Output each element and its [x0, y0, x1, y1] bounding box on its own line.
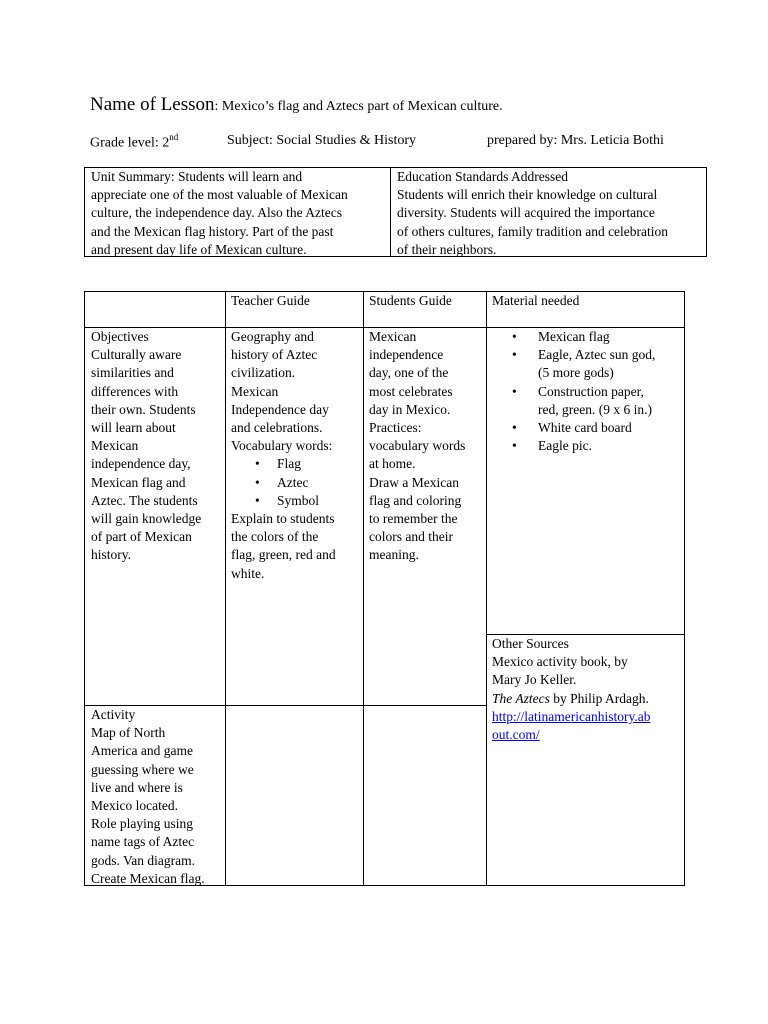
objectives-line: history. [91, 547, 131, 563]
students-guide-line: Mexican [369, 329, 417, 344]
book-author: by Philip Ardagh. [549, 690, 649, 706]
activity-line: Create Mexican flag. [91, 870, 205, 886]
students-guide-line: day in Mexico. [369, 401, 451, 417]
teacher-guide-line: the colors of the [231, 529, 319, 545]
unit-summary-line: and present day life of Mexican culture. [91, 241, 307, 257]
students-guide-line: Practices: [369, 420, 422, 436]
objectives-line: Aztec. The students [91, 492, 198, 508]
teacher-guide-line: history of Aztec [231, 347, 318, 363]
students-guide-line: most celebrates [369, 383, 453, 399]
book-title: The Aztecs [492, 690, 550, 706]
objectives-line: will learn about [91, 420, 176, 436]
other-sources-link[interactable]: http://latinamericanhistory.ab out.com/ [492, 708, 651, 743]
students-guide-line: to remember the [369, 511, 458, 527]
objectives-line: Mexican [91, 438, 139, 454]
standards-line: diversity. Students will acquired the importance [397, 205, 655, 221]
objectives-line: differences with [91, 383, 179, 399]
students-guide-line: day, one of the [369, 365, 449, 381]
vocabulary-item: • Flag [231, 455, 357, 473]
students-guide-line: at home. [369, 456, 416, 472]
other-sources-line: Mary Jo Keller. [492, 672, 577, 688]
material-item: • Eagle pic. [492, 437, 678, 455]
materials-list [492, 328, 678, 455]
students-guide-line: Draw a Mexican [369, 474, 459, 490]
standards-line: Students will enrich their knowledge on cultural [397, 187, 658, 203]
teacher-guide-line: Mexican [231, 383, 279, 399]
lesson-name: : Mexico’s flag and Aztecs part of Mexican culture. [214, 99, 503, 114]
teacher-guide-line: Explain to students [231, 511, 335, 527]
header-teacher-guide: Teacher Guide [231, 293, 310, 308]
objectives-line: similarities and [91, 365, 174, 381]
standards-line: of their neighbors. [397, 241, 497, 257]
subject: Subject: Social Studies & History [227, 133, 416, 148]
other-sources-book [492, 690, 678, 708]
materials-cell [486, 328, 684, 455]
objectives-line: of part of Mexican [91, 529, 192, 545]
activity-line: live and where is [91, 779, 183, 795]
other-sources-line: Mexico activity book, by [492, 654, 628, 670]
activity-line: Role playing using [91, 816, 193, 832]
unit-summary-line: and the Mexican flag history. Part of the past [91, 223, 334, 239]
students-guide-line: independence [369, 347, 444, 363]
students-guide-cell [363, 328, 486, 565]
objectives-line: Culturally aware [91, 347, 182, 363]
standards-line: Education Standards Addressed [397, 169, 568, 184]
material-item: • Mexican flag [492, 328, 678, 346]
teacher-guide-line: Geography and [231, 329, 314, 344]
activity-line: gods. Van diagram. [91, 852, 195, 868]
material-item: • Eagle, Aztec sun god, (5 more gods) [492, 346, 678, 382]
header-material-needed: Material needed [492, 293, 580, 308]
students-guide-line: meaning. [369, 547, 419, 563]
vocabulary-list [231, 455, 357, 510]
prepared-by: prepared by: Mrs. Leticia Bothi [487, 133, 664, 148]
objectives-line: Objectives [91, 329, 149, 344]
teacher-guide-line: and celebrations. [231, 420, 323, 436]
vocabulary-item: • Aztec [231, 474, 357, 492]
students-guide-line: vocabulary words [369, 438, 466, 454]
teacher-guide-line: Independence day [231, 401, 329, 417]
other-sources-title: Other Sources [492, 636, 569, 651]
unit-summary-cell [85, 168, 402, 256]
teacher-guide-line: civilization. [231, 365, 296, 381]
objectives-line: independence day, [91, 456, 191, 472]
activity-line: Mexico located. [91, 798, 178, 814]
activity-line: Map of North [91, 725, 166, 741]
activity-line: America and game [91, 743, 193, 759]
grade-level: Grade level: 2nd [90, 132, 179, 151]
standards-line: of others cultures, family tradition and celebration [397, 223, 669, 239]
activity-cell [85, 706, 225, 888]
grade-suffix: nd [169, 132, 179, 142]
material-item: • White card board [492, 419, 678, 437]
unit-summary-line: appreciate one of the most valuable of Mexican [91, 187, 348, 203]
students-guide-line: colors and their [369, 529, 453, 545]
teacher-guide-line: Vocabulary words: [231, 438, 333, 454]
activity-line: name tags of Aztec [91, 834, 195, 850]
other-sources-cell [486, 635, 684, 744]
header-students-guide: Students Guide [369, 293, 452, 308]
lesson-label: Name of Lesson [90, 94, 215, 115]
objectives-line: will gain knowledge [91, 511, 202, 527]
teacher-guide-line: white. [231, 565, 265, 581]
standards-cell [390, 168, 706, 256]
activity-line: guessing where we [91, 761, 194, 777]
vocabulary-item: • Symbol [231, 492, 357, 510]
objectives-line: their own. Students [91, 401, 196, 417]
material-item: • Construction paper, red, green. (9 x 6 in.) [492, 383, 678, 419]
summary-table [84, 167, 707, 257]
unit-summary-line: culture, the independence day. Also the Aztecs [91, 205, 343, 221]
teacher-guide-line: flag, green, red and [231, 547, 336, 563]
objectives-line: Mexican flag and [91, 474, 186, 490]
lesson-title [90, 94, 503, 116]
objectives-cell [85, 328, 225, 565]
unit-summary-line: Unit Summary: Students will learn and [91, 169, 303, 184]
teacher-guide-cell [225, 328, 363, 583]
lesson-table [84, 291, 685, 886]
students-guide-line: flag and coloring [369, 492, 462, 508]
activity-line: Activity [91, 707, 136, 722]
